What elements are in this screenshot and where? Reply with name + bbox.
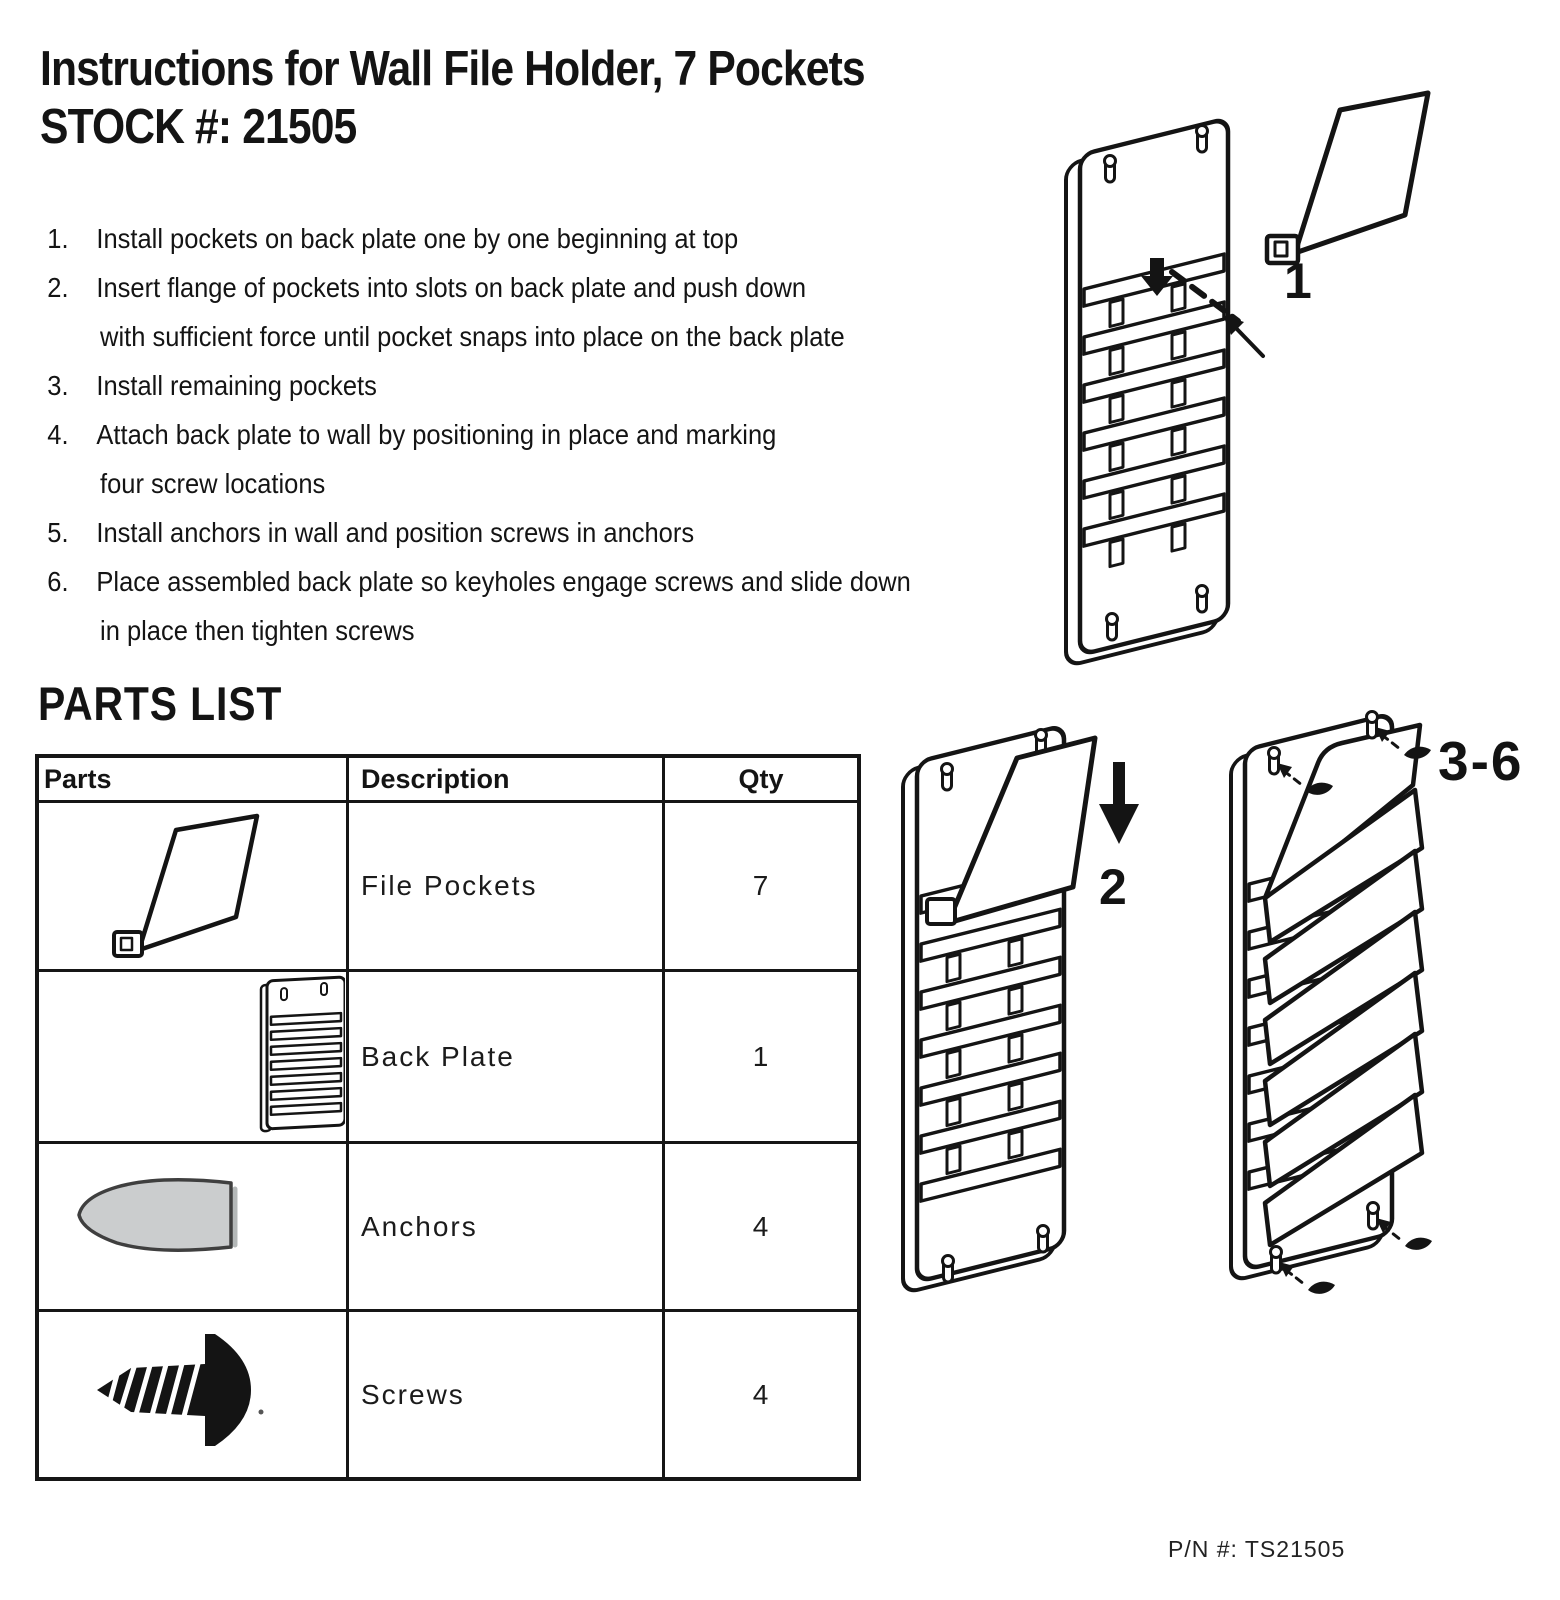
diagram-steps-3-6 — [1200, 675, 1560, 1345]
column-header-parts: Parts — [39, 758, 349, 803]
step-number: 2. — [47, 271, 69, 303]
keyhole-slot — [1197, 126, 1208, 153]
keyhole-slot — [1367, 712, 1378, 739]
table-row-1-part-cell — [39, 803, 349, 972]
screw-icon — [39, 1312, 345, 1477]
part-number-footer: P/N #: TS21505 — [1168, 1536, 1346, 1562]
step-text: Install pockets on back plate one by one beginning at top — [96, 222, 739, 254]
page-title — [40, 40, 865, 156]
instruction-line — [40, 410, 1087, 459]
ink-speck — [259, 1410, 264, 1415]
screw-glyph-icon — [1405, 1238, 1432, 1250]
table-row-1-description: File Pockets — [349, 803, 665, 972]
column-header-description: Description — [349, 758, 665, 803]
keyhole-slot — [1038, 1226, 1049, 1253]
step-number: 1. — [47, 222, 69, 254]
instruction-list — [40, 214, 1087, 655]
title-line-2: STOCK #: 21505 — [40, 100, 357, 154]
diagram-step-1 — [1020, 60, 1490, 680]
pointer-arrow-line — [1234, 326, 1263, 356]
table-row-2-qty: 1 — [665, 972, 857, 1144]
keyhole-slot — [1269, 748, 1280, 775]
table-row-2-description: Back Plate — [349, 972, 665, 1144]
table-row-2-part-cell — [39, 972, 349, 1144]
table-row-1-qty: 7 — [665, 803, 857, 972]
step-text: four screw locations — [100, 467, 326, 499]
keyhole-slot — [1105, 156, 1116, 183]
step-number: 3. — [47, 369, 69, 401]
table-row-3-description: Anchors — [349, 1144, 665, 1312]
table-row-4-description: Screws — [349, 1312, 665, 1477]
keyhole-slot — [1368, 1203, 1379, 1230]
push-down-arrow-icon — [1099, 762, 1139, 844]
instruction-line — [40, 459, 1087, 508]
step-text: Place assembled back plate so keyholes engage screws and slide down — [96, 565, 911, 597]
instruction-line — [40, 312, 1087, 361]
step-text: with sufficient force until pocket snaps into place on the back plate — [100, 320, 845, 352]
instruction-line — [40, 557, 1087, 606]
instruction-line — [40, 508, 1087, 557]
instruction-line — [40, 263, 1087, 312]
keyhole-slot — [1197, 586, 1208, 613]
diagram-step-1-label: 1 — [1284, 253, 1312, 309]
diagram-step-2-label: 2 — [1099, 859, 1127, 915]
table-row-3-part-cell — [39, 1144, 349, 1312]
step-number: 6. — [47, 565, 69, 597]
step-number: 5. — [47, 516, 69, 548]
anchor-icon — [39, 1145, 345, 1309]
table-row-3-qty: 4 — [665, 1144, 857, 1312]
step-text: Attach back plate to wall by positioning in place and marking — [96, 418, 777, 450]
screw-glyph-icon — [1308, 1282, 1335, 1294]
diagram-steps-3-6-label: 3-6 — [1438, 730, 1524, 792]
parts-table — [35, 754, 861, 1481]
step-text: Install remaining pockets — [96, 369, 377, 401]
step-text: Insert flange of pockets into slots on back plate and push down — [96, 271, 807, 303]
keyhole-slot — [1271, 1247, 1282, 1274]
column-header-qty: Qty — [665, 758, 857, 803]
file-pocket-drawing — [1267, 93, 1428, 263]
keyhole-slot — [943, 1256, 954, 1283]
table-row-4-part-cell — [39, 1312, 349, 1477]
back-plate-icon — [39, 973, 345, 1141]
diagram-step-2 — [880, 690, 1220, 1310]
keyhole-slot — [1107, 614, 1118, 641]
instruction-line — [40, 214, 1087, 263]
table-row-4-qty: 4 — [665, 1312, 857, 1477]
step-text: in place then tighten screws — [100, 614, 415, 646]
step-number: 4. — [47, 418, 69, 450]
instruction-line — [40, 361, 1087, 410]
parts-list-heading: PARTS LIST — [38, 677, 283, 730]
file-pocket-icon — [39, 804, 345, 969]
step-text: Install anchors in wall and position screws in anchors — [96, 516, 695, 548]
title-line-1: Instructions for Wall File Holder, 7 Pockets — [40, 42, 865, 96]
instruction-line — [40, 606, 1087, 655]
keyhole-slot — [942, 764, 953, 791]
